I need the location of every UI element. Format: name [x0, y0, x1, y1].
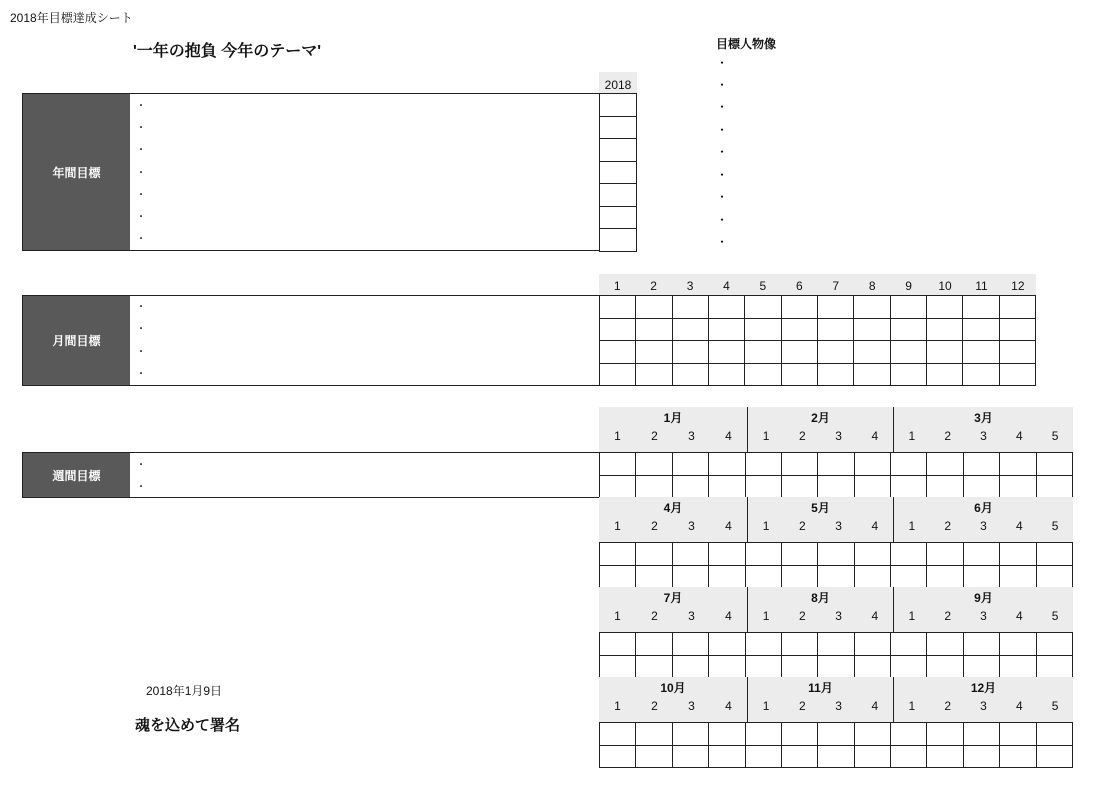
check-cell[interactable]: [708, 318, 744, 341]
check-cell[interactable]: [636, 453, 672, 476]
quarter-header: [599, 677, 1073, 722]
check-cell[interactable]: [600, 94, 637, 117]
check-cell[interactable]: [672, 745, 708, 768]
check-cell[interactable]: [963, 296, 999, 319]
week-number: 5: [1051, 429, 1059, 443]
check-cell[interactable]: [745, 633, 781, 656]
check-cell[interactable]: [636, 318, 672, 341]
monthly-bullet[interactable]: ・: [136, 324, 146, 335]
month-header: 2: [635, 274, 671, 295]
month-header: 8: [854, 274, 890, 295]
role-model-bullet[interactable]: ・: [716, 78, 729, 92]
check-cell[interactable]: [636, 475, 672, 498]
week-number: 4: [725, 429, 732, 443]
check-cell[interactable]: [818, 543, 854, 566]
check-cell[interactable]: [781, 475, 817, 498]
month-header: 6: [781, 274, 817, 295]
week-number: 2: [651, 429, 658, 443]
check-cell[interactable]: [890, 318, 926, 341]
check-cell[interactable]: [891, 633, 927, 656]
check-cell[interactable]: [927, 543, 963, 566]
month-block: [893, 587, 1073, 632]
check-cell[interactable]: [781, 723, 817, 746]
check-cell[interactable]: [854, 633, 890, 656]
check-cell[interactable]: [817, 318, 853, 341]
check-cell[interactable]: [891, 565, 927, 588]
check-cell[interactable]: [1036, 723, 1073, 746]
month-name: 3月: [974, 411, 993, 425]
check-cell[interactable]: [709, 543, 745, 566]
check-cell[interactable]: [854, 296, 890, 319]
role-model-bullet[interactable]: ・: [716, 145, 729, 159]
role-model-bullet[interactable]: ・: [716, 123, 729, 137]
check-cell[interactable]: [999, 296, 1035, 319]
annual-bullet[interactable]: ・: [136, 190, 146, 201]
check-cell[interactable]: [672, 633, 708, 656]
check-cell[interactable]: [854, 363, 890, 386]
check-cell[interactable]: [1036, 745, 1073, 768]
check-cell[interactable]: [672, 723, 708, 746]
quarter-header: [599, 587, 1073, 632]
week-number: 3: [835, 609, 842, 623]
check-cell[interactable]: [1000, 745, 1036, 768]
month-header-row: [599, 274, 1036, 295]
check-cell[interactable]: [854, 745, 890, 768]
check-cell[interactable]: [600, 318, 636, 341]
check-cell[interactable]: [745, 723, 781, 746]
check-cell[interactable]: [781, 633, 817, 656]
check-cell[interactable]: [709, 565, 745, 588]
check-cell[interactable]: [709, 655, 745, 678]
check-cell[interactable]: [636, 723, 672, 746]
month-block: [747, 677, 893, 722]
week-number: 4: [725, 699, 732, 713]
role-model-bullet[interactable]: ・: [716, 168, 729, 182]
check-cell[interactable]: [890, 341, 926, 364]
check-cell[interactable]: [927, 565, 963, 588]
week-number: 1: [762, 519, 770, 533]
month-name: 1月: [663, 411, 683, 425]
check-cell[interactable]: [781, 745, 817, 768]
check-cell[interactable]: [745, 318, 781, 341]
check-cell[interactable]: [672, 341, 708, 364]
month-header: 12: [1000, 274, 1036, 295]
week-number: 5: [1051, 699, 1059, 713]
monthly-goals-label: 月間目標: [22, 295, 131, 386]
week-number: 1: [762, 429, 770, 443]
monthly-goals-text[interactable]: [130, 295, 600, 386]
sheet-title: 2018年目標達成シート: [10, 11, 133, 25]
check-cell[interactable]: [1000, 475, 1036, 498]
weekly-goals-text[interactable]: [130, 452, 600, 498]
month-header: 3: [672, 274, 708, 295]
check-cell[interactable]: [672, 296, 708, 319]
check-cell[interactable]: [891, 655, 927, 678]
check-cell[interactable]: [963, 475, 999, 498]
check-cell[interactable]: [745, 565, 781, 588]
check-cell[interactable]: [672, 655, 708, 678]
week-number: 4: [871, 609, 879, 623]
check-cell[interactable]: [927, 655, 963, 678]
week-number: 3: [688, 519, 695, 533]
month-name: 9月: [974, 591, 993, 605]
week-number: 3: [980, 699, 987, 713]
month-name: 10月: [660, 681, 686, 695]
check-cell[interactable]: [745, 543, 781, 566]
check-cell[interactable]: [600, 229, 637, 252]
monthly-bullet[interactable]: ・: [136, 369, 146, 380]
week-number: 4: [871, 699, 879, 713]
week-number: 2: [944, 429, 952, 443]
check-cell[interactable]: [891, 543, 927, 566]
month-header: 4: [708, 274, 744, 295]
weekly-bullet[interactable]: ・: [136, 460, 146, 471]
check-cell[interactable]: [672, 363, 708, 386]
check-cell[interactable]: [818, 723, 854, 746]
week-number: 3: [835, 429, 842, 443]
check-cell[interactable]: [963, 341, 999, 364]
check-cell[interactable]: [636, 543, 672, 566]
week-number: 3: [688, 699, 695, 713]
check-cell[interactable]: [600, 745, 636, 768]
check-cell[interactable]: [963, 318, 999, 341]
annual-bullet[interactable]: ・: [136, 168, 146, 179]
week-number: 1: [614, 609, 621, 623]
week-number: 2: [944, 699, 952, 713]
week-number: 3: [835, 699, 842, 713]
month-header: 11: [963, 274, 999, 295]
check-cell[interactable]: [672, 453, 708, 476]
check-cell[interactable]: [781, 565, 817, 588]
month-name: 6月: [974, 501, 993, 515]
check-cell[interactable]: [781, 341, 817, 364]
month-block: [599, 677, 747, 722]
check-cell[interactable]: [636, 633, 672, 656]
annual-bullet[interactable]: ・: [136, 123, 146, 134]
check-cell[interactable]: [745, 745, 781, 768]
check-cell[interactable]: [745, 655, 781, 678]
check-cell[interactable]: [745, 475, 781, 498]
role-model-bullet[interactable]: ・: [716, 56, 729, 70]
role-model-bullet[interactable]: ・: [716, 213, 729, 227]
week-number: 3: [980, 609, 987, 623]
week-number: 4: [1015, 429, 1023, 443]
check-cell[interactable]: [818, 565, 854, 588]
weekly-check-grid: [599, 542, 1073, 588]
quarter-header: [599, 407, 1073, 452]
check-cell[interactable]: [1000, 633, 1036, 656]
annual-bullet[interactable]: ・: [136, 212, 146, 223]
check-cell[interactable]: [745, 296, 781, 319]
week-number: 4: [871, 519, 879, 533]
week-number: 1: [614, 429, 621, 443]
month-block: [893, 497, 1073, 542]
check-cell[interactable]: [891, 475, 927, 498]
role-model-title: 目標人物像: [716, 37, 777, 51]
week-number: 3: [688, 429, 695, 443]
month-block: [893, 407, 1073, 452]
week-number: 4: [1015, 609, 1023, 623]
week-number: 3: [980, 519, 987, 533]
signature-date: 2018年1月9日: [146, 684, 223, 698]
monthly-bullet[interactable]: ・: [136, 347, 146, 358]
check-cell[interactable]: [926, 318, 962, 341]
annual-bullet[interactable]: ・: [136, 145, 146, 156]
month-name: 5月: [811, 501, 830, 515]
week-number: 3: [688, 609, 695, 623]
month-header: 1: [599, 274, 635, 295]
month-header: 5: [745, 274, 781, 295]
month-name: 7月: [663, 591, 683, 605]
check-cell[interactable]: [600, 633, 636, 656]
month-header: 10: [927, 274, 963, 295]
check-cell[interactable]: [891, 453, 927, 476]
check-cell[interactable]: [708, 341, 744, 364]
check-cell[interactable]: [1000, 655, 1036, 678]
check-cell[interactable]: [854, 655, 890, 678]
check-cell[interactable]: [963, 453, 999, 476]
annual-bullet[interactable]: ・: [136, 101, 146, 112]
check-cell[interactable]: [927, 453, 963, 476]
check-cell[interactable]: [891, 745, 927, 768]
check-cell[interactable]: [963, 565, 999, 588]
week-number: 2: [799, 699, 806, 713]
check-cell[interactable]: [854, 341, 890, 364]
check-cell[interactable]: [817, 363, 853, 386]
week-number: 1: [614, 699, 621, 713]
check-cell[interactable]: [890, 296, 926, 319]
check-cell[interactable]: [1036, 475, 1073, 498]
check-cell[interactable]: [672, 318, 708, 341]
annual-goals-text[interactable]: [130, 93, 600, 251]
check-cell[interactable]: [636, 363, 672, 386]
check-cell[interactable]: [781, 453, 817, 476]
month-name: 11月: [808, 681, 833, 695]
week-number: 2: [944, 609, 952, 623]
check-cell[interactable]: [963, 655, 999, 678]
check-cell[interactable]: [999, 318, 1035, 341]
week-number: 4: [1015, 699, 1023, 713]
week-number: 1: [614, 519, 621, 533]
check-cell[interactable]: [818, 655, 854, 678]
check-cell[interactable]: [1000, 565, 1036, 588]
role-model-bullet[interactable]: ・: [716, 235, 729, 249]
week-number: 1: [908, 519, 916, 533]
check-cell[interactable]: [600, 543, 636, 566]
month-header: 9: [890, 274, 926, 295]
check-cell[interactable]: [963, 633, 999, 656]
check-cell[interactable]: [636, 565, 672, 588]
check-cell[interactable]: [709, 453, 745, 476]
check-cell[interactable]: [817, 296, 853, 319]
check-cell[interactable]: [999, 341, 1035, 364]
check-cell[interactable]: [926, 341, 962, 364]
month-block: [599, 587, 747, 632]
check-cell[interactable]: [600, 453, 636, 476]
check-cell[interactable]: [600, 363, 636, 386]
weekly-check-grid: [599, 452, 1073, 498]
check-cell[interactable]: [600, 206, 637, 229]
check-cell[interactable]: [1036, 453, 1073, 476]
check-cell[interactable]: [854, 543, 890, 566]
check-cell[interactable]: [636, 341, 672, 364]
check-cell[interactable]: [818, 745, 854, 768]
annual-bullet[interactable]: ・: [136, 234, 146, 245]
check-cell[interactable]: [600, 341, 636, 364]
weekly-check-grid: [599, 632, 1073, 678]
check-cell[interactable]: [963, 363, 999, 386]
check-cell[interactable]: [890, 363, 926, 386]
week-number: 5: [1051, 609, 1059, 623]
check-cell[interactable]: [600, 161, 637, 184]
check-cell[interactable]: [927, 633, 963, 656]
role-model-bullet[interactable]: ・: [716, 100, 729, 114]
check-cell[interactable]: [672, 565, 708, 588]
check-cell[interactable]: [854, 565, 890, 588]
week-number: 1: [762, 609, 770, 623]
check-cell[interactable]: [600, 723, 636, 746]
check-cell[interactable]: [927, 475, 963, 498]
check-cell[interactable]: [854, 318, 890, 341]
weekly-check-grid: [599, 722, 1073, 768]
role-model-bullet[interactable]: ・: [716, 190, 729, 204]
check-cell[interactable]: [709, 475, 745, 498]
check-cell[interactable]: [781, 655, 817, 678]
theme-title: '一年の抱負 今年のテーマ': [133, 43, 322, 60]
check-cell[interactable]: [1036, 633, 1073, 656]
check-cell[interactable]: [963, 745, 999, 768]
check-cell[interactable]: [926, 296, 962, 319]
check-cell[interactable]: [636, 745, 672, 768]
check-cell[interactable]: [781, 543, 817, 566]
month-block: [747, 587, 893, 632]
monthly-bullet[interactable]: ・: [136, 302, 146, 313]
month-name: 8月: [811, 591, 830, 605]
week-number: 4: [1015, 519, 1023, 533]
check-cell[interactable]: [745, 453, 781, 476]
check-cell[interactable]: [600, 139, 637, 162]
check-cell[interactable]: [927, 723, 963, 746]
week-number: 2: [799, 429, 806, 443]
annual-check-grid: [599, 93, 637, 252]
check-cell[interactable]: [818, 475, 854, 498]
week-number: 2: [799, 519, 806, 533]
week-number: 2: [799, 609, 806, 623]
check-cell[interactable]: [1000, 453, 1036, 476]
check-cell[interactable]: [636, 655, 672, 678]
check-cell[interactable]: [781, 363, 817, 386]
check-cell[interactable]: [600, 184, 637, 207]
check-cell[interactable]: [600, 565, 636, 588]
check-cell[interactable]: [709, 633, 745, 656]
check-cell[interactable]: [854, 723, 890, 746]
week-number: 1: [908, 429, 916, 443]
month-header: 7: [818, 274, 854, 295]
month-block: [893, 677, 1073, 722]
check-cell[interactable]: [708, 296, 744, 319]
check-cell[interactable]: [600, 655, 636, 678]
check-cell[interactable]: [818, 453, 854, 476]
weekly-goals-label: 週間目標: [22, 452, 131, 498]
week-number: 3: [980, 429, 987, 443]
check-cell[interactable]: [600, 296, 636, 319]
month-block: [599, 497, 747, 542]
check-cell[interactable]: [600, 116, 637, 139]
check-cell[interactable]: [672, 543, 708, 566]
month-block: [747, 407, 893, 452]
check-cell[interactable]: [781, 318, 817, 341]
check-cell[interactable]: [781, 296, 817, 319]
week-number: 2: [651, 609, 658, 623]
check-cell[interactable]: [854, 475, 890, 498]
check-cell[interactable]: [1036, 655, 1073, 678]
check-cell[interactable]: [672, 475, 708, 498]
check-cell[interactable]: [963, 723, 999, 746]
week-number: 4: [871, 429, 879, 443]
check-cell[interactable]: [1000, 723, 1036, 746]
week-number: 3: [835, 519, 842, 533]
check-cell[interactable]: [636, 296, 672, 319]
check-cell[interactable]: [927, 745, 963, 768]
week-number: 1: [908, 609, 916, 623]
week-number: 1: [908, 699, 916, 713]
week-number: 1: [762, 699, 770, 713]
week-number: 4: [725, 609, 732, 623]
monthly-check-grid: [599, 295, 1036, 386]
week-number: 5: [1051, 519, 1059, 533]
week-number: 2: [651, 519, 658, 533]
annual-goals-label: 年間目標: [22, 93, 131, 251]
check-cell[interactable]: [1036, 565, 1073, 588]
check-cell[interactable]: [891, 723, 927, 746]
check-cell[interactable]: [708, 363, 744, 386]
check-cell[interactable]: [999, 363, 1035, 386]
check-cell[interactable]: [1000, 543, 1036, 566]
check-cell[interactable]: [709, 745, 745, 768]
check-cell[interactable]: [818, 633, 854, 656]
check-cell[interactable]: [745, 341, 781, 364]
check-cell[interactable]: [817, 341, 853, 364]
month-block: [599, 407, 747, 452]
check-cell[interactable]: [745, 363, 781, 386]
week-number: 4: [725, 519, 732, 533]
month-name: 4月: [663, 501, 683, 515]
month-block: [747, 497, 893, 542]
check-cell[interactable]: [854, 453, 890, 476]
check-cell[interactable]: [600, 475, 636, 498]
weekly-bullet[interactable]: ・: [136, 482, 146, 493]
month-name: 2月: [811, 411, 830, 425]
check-cell[interactable]: [963, 543, 999, 566]
check-cell[interactable]: [1036, 543, 1073, 566]
year-header: 2018: [599, 72, 637, 93]
week-number: 2: [944, 519, 952, 533]
check-cell[interactable]: [709, 723, 745, 746]
week-number: 2: [651, 699, 658, 713]
check-cell[interactable]: [926, 363, 962, 386]
signature-label: 魂を込めて署名: [135, 717, 241, 734]
quarter-header: [599, 497, 1073, 542]
month-name: 12月: [970, 681, 997, 695]
